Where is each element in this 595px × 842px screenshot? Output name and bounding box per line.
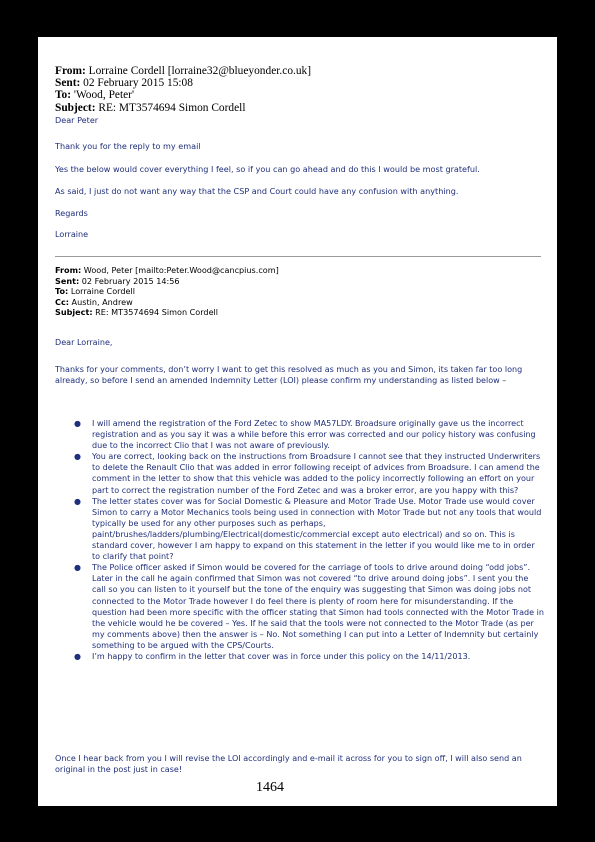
- email2-cc: Cc: Austin, Andrew: [55, 296, 133, 307]
- email1-header: [55, 65, 311, 114]
- email2-greeting: Dear Lorraine,: [55, 338, 113, 347]
- list-item: ● The letter states cover was for Social Domestic & Pleasure and Motor Trade Use. Motor Trade use would cover Simon to carry a Motor Mechanics tools being used in connection with Motor Trade but not any tools that would typically be used for any other purposes such as perhaps, paint/brushes/ladders/plumbing/Electrical(domestic/commercial except auto electrical) and so on. This is standard cover, however I am happy to expand on this statement in the letter if you would like me to in order to clarify that point?: [74, 496, 542, 562]
- email1-from: From: Lorraine Cordell [lorraine32@blueyonder.co.uk]: [55, 65, 312, 77]
- email1-paragraph-3: As said, I just do not want any way that the CSP and Court could have any confusion with anything.: [55, 186, 459, 196]
- email1-sent: Sent: 02 February 2015 15:08: [55, 77, 193, 90]
- email1-paragraph-1: Thank you for the reply to my email: [55, 141, 201, 151]
- divider: [55, 256, 541, 257]
- list-item: ● You are correct, looking back on the instructions from Broadsure I cannot see that they instructed Underwriters to delete the Renault Clio that was added in error following receipt of advices from Broadsure. I can amend the comment in the letter to show that this vehicle was added to the policy incorrectly following an effort on your part to correct the registration number of the Ford Zetec and was a broker error, are you happy with this?: [74, 452, 541, 495]
- email1-signoff: Lorraine: [55, 229, 89, 239]
- bullet-list: [74, 418, 544, 662]
- email2-subject: Subject: RE: MT3574694 Simon Cordell: [55, 307, 219, 317]
- list-item: ● The Police officer asked if Simon would be covered for the carriage of tools to drive around doing “odd jobs”. Later in the call he again confirmed that Simon was not covered “to drive around doing jobs”. I sent you the call so you can listen to it yourself but the tone of the enquiry was suggesting that Simon was doing jobs not connected to the Motor Trade however I do feel there is plenty of room here for misunderstanding. If the question had been more specific with the officer stating that Simon had tools connected with the Motor Trade in the vehicle would he be covered – Yes. If he said that the tools were not connected to the Motor Trade (as per my comments above) then the answer is – No. Not something I can put into a Letter of Indemnity but certainly something to be argued with the CPS/Courts.: [74, 563, 544, 650]
- bullet-icon: ●: [74, 651, 81, 661]
- bullet-icon: ●: [74, 452, 81, 462]
- email1-to: To: 'Wood, Peter': [55, 89, 135, 102]
- email2-from: From: Wood, Peter [mailto:Peter.Wood@cancpius.com]: [55, 265, 279, 275]
- email2-header: [55, 265, 279, 318]
- email1-paragraph-2: Yes the below would cover everything I feel, so if you can go ahead and do this I would be most grateful.: [55, 164, 480, 174]
- list-item: ● I will amend the registration of the Ford Zetec to show MA57LDY. Broadsure originally gave us the incorrect registration and as you say it was a while before this error was corrected and our policy history was confusing due to the incorrect Clio that I was not aware of previously.: [74, 419, 536, 451]
- bullet-icon: ●: [74, 496, 81, 506]
- bullet-icon: ●: [74, 419, 81, 428]
- email2-to: To: Lorraine Cordell: [55, 286, 135, 296]
- list-item: ● I’m happy to confirm in the letter that cover was in force under this policy on the 14/11/2013.: [74, 651, 471, 661]
- bullet-icon: ●: [74, 563, 81, 573]
- email2-intro: Thanks for your comments, don’t worry I want to get this resolved as much as you and Simon, its taken far too long already, so before I send an amended Indemnity Letter (LOI) please confirm my understanding as listed below –: [55, 365, 523, 386]
- email1-subject: Subject: RE: MT3574694 Simon Cordell: [55, 101, 246, 114]
- email2-sent: Sent: 02 February 2015 14:56: [55, 275, 180, 286]
- document-page: [38, 37, 557, 806]
- email2-closing: Once I hear back from you I will revise the LOI accordingly and e-mail it across for you to sign off, I will also send an original in the post just in case!: [55, 754, 522, 775]
- email1-regards: Regards: [55, 208, 88, 218]
- page-number: 1464: [256, 780, 284, 795]
- email1-greeting: Dear Peter: [55, 115, 99, 125]
